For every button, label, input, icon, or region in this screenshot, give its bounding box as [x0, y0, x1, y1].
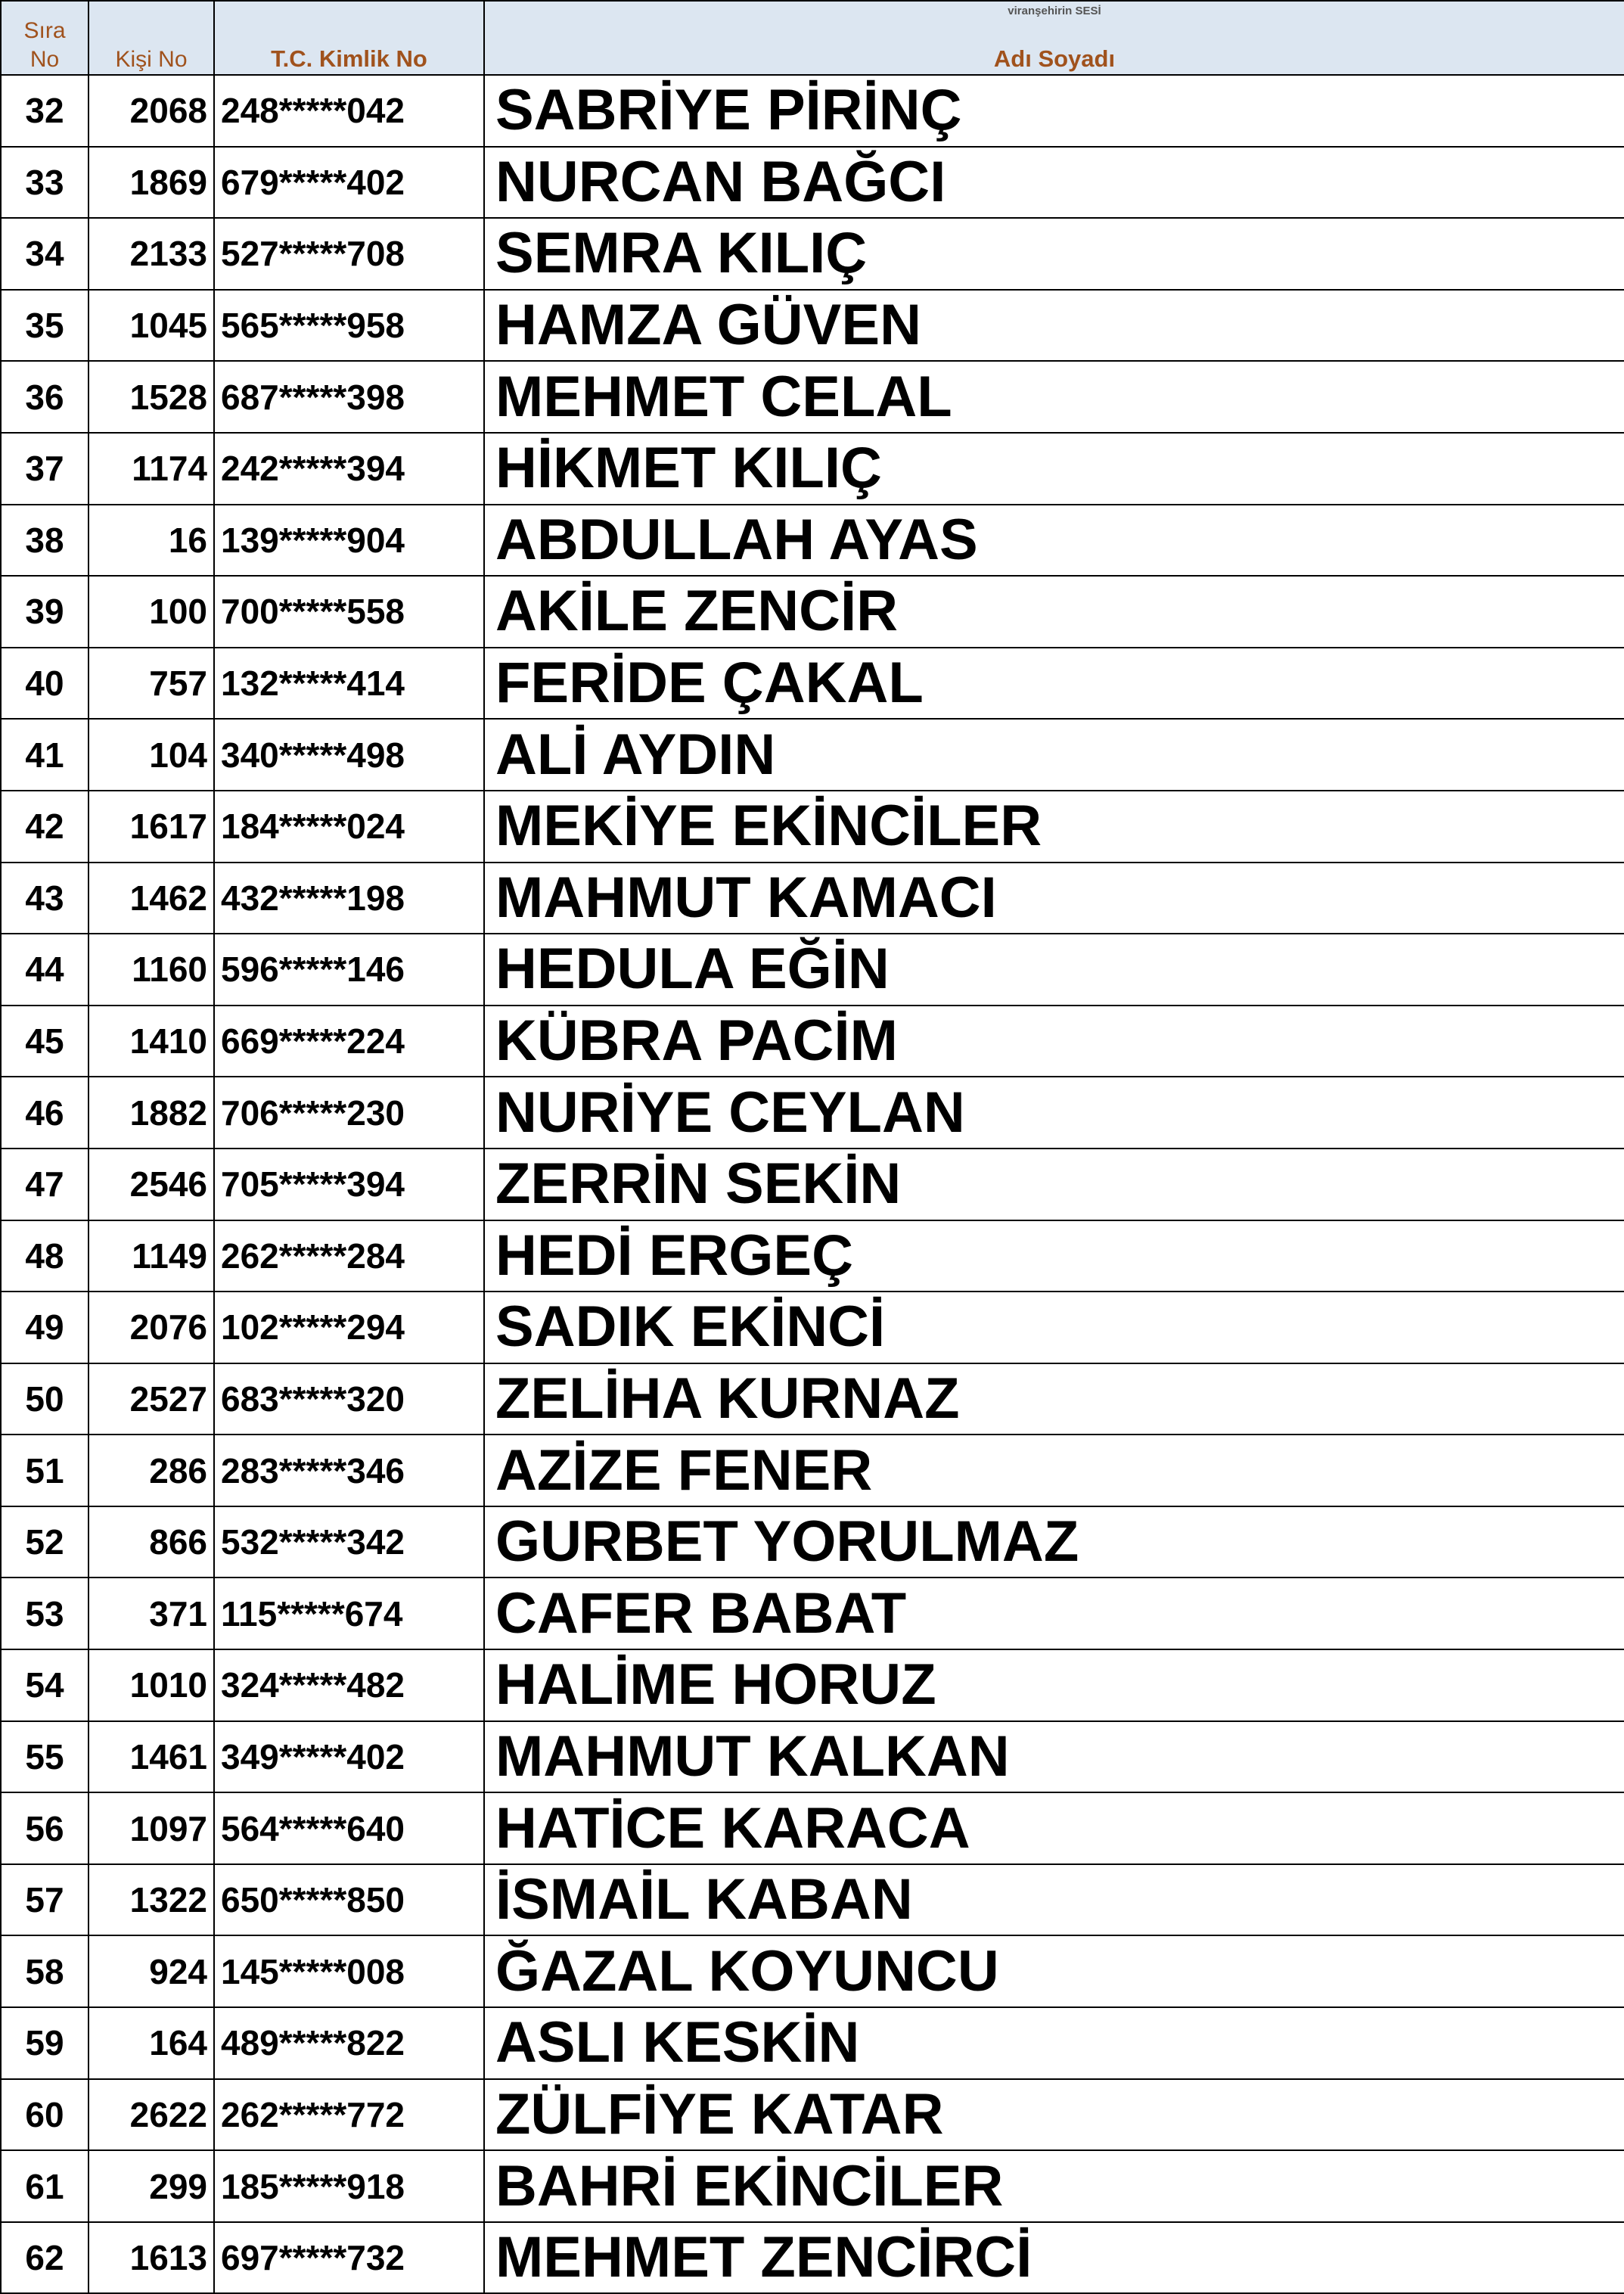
table-row: [1, 147, 1624, 219]
tc-kimlik-cell: 700*****558: [214, 576, 484, 648]
tc-kimlik-cell: 283*****346: [214, 1435, 484, 1506]
table-row: [1, 576, 1624, 648]
kisi-no-cell: 1160: [88, 934, 214, 1006]
kisi-no-cell: 1882: [88, 1077, 214, 1149]
kisi-no-cell: 2622: [88, 2079, 214, 2151]
name-cell: SEMRA KILIÇ: [484, 218, 1624, 290]
sira-cell: 39: [1, 576, 88, 648]
kisi-no-cell: 2068: [88, 75, 214, 147]
name-cell: HİKMET KILIÇ: [484, 433, 1624, 505]
kisi-no-cell: 2076: [88, 1292, 214, 1363]
table-row: [1, 1363, 1624, 1435]
sira-cell: 54: [1, 1649, 88, 1721]
sira-cell: 46: [1, 1077, 88, 1149]
kisi-no-cell: 16: [88, 505, 214, 577]
sira-cell: 55: [1, 1721, 88, 1793]
kisi-no-cell: 371: [88, 1578, 214, 1649]
kisi-no-cell: 1045: [88, 290, 214, 362]
name-cell: ALİ AYDIN: [484, 719, 1624, 791]
name-cell: HEDİ ERGEÇ: [484, 1220, 1624, 1292]
tc-kimlik-cell: 115*****674: [214, 1578, 484, 1649]
kisi-no-cell: 1462: [88, 863, 214, 934]
table-row: [1, 1721, 1624, 1793]
brand-watermark: viranşehirin SESİ: [1008, 5, 1101, 17]
table-row: [1, 75, 1624, 147]
kisi-no-cell: 2527: [88, 1363, 214, 1435]
tc-kimlik-cell: 489*****822: [214, 2007, 484, 2079]
sira-cell: 60: [1, 2079, 88, 2151]
table-row: [1, 2150, 1624, 2222]
sira-cell: 61: [1, 2150, 88, 2222]
name-cell: CAFER BABAT: [484, 1578, 1624, 1649]
tc-kimlik-cell: 262*****772: [214, 2079, 484, 2151]
kisi-no-cell: 1174: [88, 433, 214, 505]
sira-cell: 62: [1, 2222, 88, 2294]
name-cell: KÜBRA PACİM: [484, 1006, 1624, 1077]
tc-kimlik-cell: 102*****294: [214, 1292, 484, 1363]
kisi-no-cell: 1097: [88, 1792, 214, 1864]
table-row: [1, 1578, 1624, 1649]
header-kisi-no: Kişi No: [88, 1, 214, 75]
kisi-no-cell: 299: [88, 2150, 214, 2222]
kisi-no-cell: 1613: [88, 2222, 214, 2294]
table-row: [1, 1864, 1624, 1936]
tc-kimlik-cell: 527*****708: [214, 218, 484, 290]
table-row: [1, 2222, 1624, 2294]
tc-kimlik-cell: 565*****958: [214, 290, 484, 362]
table-row: [1, 1935, 1624, 2007]
sira-cell: 35: [1, 290, 88, 362]
name-cell: ĞAZAL KOYUNCU: [484, 1935, 1624, 2007]
tc-kimlik-cell: 432*****198: [214, 863, 484, 934]
table-row: [1, 290, 1624, 362]
name-cell: HATİCE KARACA: [484, 1792, 1624, 1864]
table-row: [1, 1220, 1624, 1292]
table-row: [1, 1649, 1624, 1721]
tc-kimlik-cell: 145*****008: [214, 1935, 484, 2007]
tc-kimlik-cell: 596*****146: [214, 934, 484, 1006]
name-cell: AZİZE FENER: [484, 1435, 1624, 1506]
sira-cell: 52: [1, 1506, 88, 1578]
sira-cell: 42: [1, 791, 88, 863]
kisi-no-cell: 1617: [88, 791, 214, 863]
name-cell: ZELİHA KURNAZ: [484, 1363, 1624, 1435]
sira-cell: 40: [1, 648, 88, 720]
table-row: [1, 648, 1624, 720]
sira-cell: 53: [1, 1578, 88, 1649]
sira-cell: 51: [1, 1435, 88, 1506]
header-row: [1, 1, 1624, 75]
name-cell: HEDULA EĞİN: [484, 934, 1624, 1006]
table-body: [1, 75, 1624, 2293]
table-row: [1, 1435, 1624, 1506]
sira-cell: 37: [1, 433, 88, 505]
sira-cell: 47: [1, 1149, 88, 1220]
sira-cell: 57: [1, 1864, 88, 1936]
tc-kimlik-cell: 248*****042: [214, 75, 484, 147]
kisi-no-cell: 2546: [88, 1149, 214, 1220]
name-cell: ASLI KESKİN: [484, 2007, 1624, 2079]
table-row: [1, 791, 1624, 863]
name-cell: ZÜLFİYE KATAR: [484, 2079, 1624, 2151]
kisi-no-cell: 1461: [88, 1721, 214, 1793]
name-cell: MAHMUT KAMACI: [484, 863, 1624, 934]
table-row: [1, 863, 1624, 934]
sira-cell: 43: [1, 863, 88, 934]
kisi-no-cell: 757: [88, 648, 214, 720]
tc-kimlik-cell: 706*****230: [214, 1077, 484, 1149]
table-row: [1, 218, 1624, 290]
table-row: [1, 934, 1624, 1006]
tc-kimlik-cell: 349*****402: [214, 1721, 484, 1793]
name-cell: MAHMUT KALKAN: [484, 1721, 1624, 1793]
tc-kimlik-cell: 184*****024: [214, 791, 484, 863]
name-cell: MEHMET ZENCİRCİ: [484, 2222, 1624, 2294]
name-cell: ZERRİN SEKİN: [484, 1149, 1624, 1220]
name-cell: AKİLE ZENCİR: [484, 576, 1624, 648]
kisi-no-cell: 104: [88, 719, 214, 791]
kisi-no-cell: 866: [88, 1506, 214, 1578]
kisi-no-cell: 164: [88, 2007, 214, 2079]
table-row: [1, 1006, 1624, 1077]
sira-cell: 56: [1, 1792, 88, 1864]
name-cell: SABRİYE PİRİNÇ: [484, 75, 1624, 147]
kisi-no-cell: 1869: [88, 147, 214, 219]
tc-kimlik-cell: 705*****394: [214, 1149, 484, 1220]
header-sira-line1: Sıra: [23, 18, 66, 43]
header-sira-line2: No: [29, 47, 60, 72]
table-row: [1, 1149, 1624, 1220]
header-adi-soyadi-label: Adı Soyadı: [993, 45, 1116, 72]
table-row: [1, 505, 1624, 577]
header-sira-no: [1, 1, 88, 75]
name-cell: HAMZA GÜVEN: [484, 290, 1624, 362]
kisi-no-cell: 1410: [88, 1006, 214, 1077]
table-row: [1, 1506, 1624, 1578]
tc-kimlik-cell: 324*****482: [214, 1649, 484, 1721]
header-adi-soyadi: [484, 1, 1624, 75]
tc-kimlik-cell: 340*****498: [214, 719, 484, 791]
tc-kimlik-cell: 242*****394: [214, 433, 484, 505]
name-cell: ABDULLAH AYAS: [484, 505, 1624, 577]
kisi-no-cell: 1010: [88, 1649, 214, 1721]
name-cell: MEHMET CELAL: [484, 361, 1624, 433]
name-cell: SADIK EKİNCİ: [484, 1292, 1624, 1363]
kisi-no-cell: 1322: [88, 1864, 214, 1936]
header-tc-kimlik-no: T.C. Kimlik No: [214, 1, 484, 75]
name-cell: NURCAN BAĞCI: [484, 147, 1624, 219]
sira-cell: 36: [1, 361, 88, 433]
sira-cell: 45: [1, 1006, 88, 1077]
name-cell: İSMAİL KABAN: [484, 1864, 1624, 1936]
name-cell: BAHRİ EKİNCİLER: [484, 2150, 1624, 2222]
tc-kimlik-cell: 669*****224: [214, 1006, 484, 1077]
sira-cell: 34: [1, 218, 88, 290]
tc-kimlik-cell: 139*****904: [214, 505, 484, 577]
sira-cell: 59: [1, 2007, 88, 2079]
kisi-no-cell: 100: [88, 576, 214, 648]
sira-cell: 44: [1, 934, 88, 1006]
table-row: [1, 361, 1624, 433]
name-cell: FERİDE ÇAKAL: [484, 648, 1624, 720]
tc-kimlik-cell: 262*****284: [214, 1220, 484, 1292]
table-header: [1, 1, 1624, 75]
tc-kimlik-cell: 687*****398: [214, 361, 484, 433]
sira-cell: 48: [1, 1220, 88, 1292]
tc-kimlik-cell: 132*****414: [214, 648, 484, 720]
table-row: [1, 1077, 1624, 1149]
sira-cell: 33: [1, 147, 88, 219]
table-row: [1, 433, 1624, 505]
name-cell: MEKİYE EKİNCİLER: [484, 791, 1624, 863]
tc-kimlik-cell: 679*****402: [214, 147, 484, 219]
tc-kimlik-cell: 683*****320: [214, 1363, 484, 1435]
sira-cell: 38: [1, 505, 88, 577]
table-row: [1, 2007, 1624, 2079]
sira-cell: 50: [1, 1363, 88, 1435]
kisi-no-cell: 1149: [88, 1220, 214, 1292]
kisi-no-cell: 2133: [88, 218, 214, 290]
kisi-no-cell: 924: [88, 1935, 214, 2007]
name-cell: HALİME HORUZ: [484, 1649, 1624, 1721]
kisi-no-cell: 286: [88, 1435, 214, 1506]
name-cell: NURİYE CEYLAN: [484, 1077, 1624, 1149]
table-row: [1, 1292, 1624, 1363]
table-row: [1, 1792, 1624, 1864]
sira-cell: 58: [1, 1935, 88, 2007]
tc-kimlik-cell: 185*****918: [214, 2150, 484, 2222]
table-row: [1, 2079, 1624, 2151]
kisi-no-cell: 1528: [88, 361, 214, 433]
tc-kimlik-cell: 564*****640: [214, 1792, 484, 1864]
tc-kimlik-cell: 650*****850: [214, 1864, 484, 1936]
sira-cell: 49: [1, 1292, 88, 1363]
name-cell: GURBET YORULMAZ: [484, 1506, 1624, 1578]
sira-cell: 41: [1, 719, 88, 791]
tc-kimlik-cell: 697*****732: [214, 2222, 484, 2294]
tc-kimlik-cell: 532*****342: [214, 1506, 484, 1578]
sira-cell: 32: [1, 75, 88, 147]
table-row: [1, 719, 1624, 791]
